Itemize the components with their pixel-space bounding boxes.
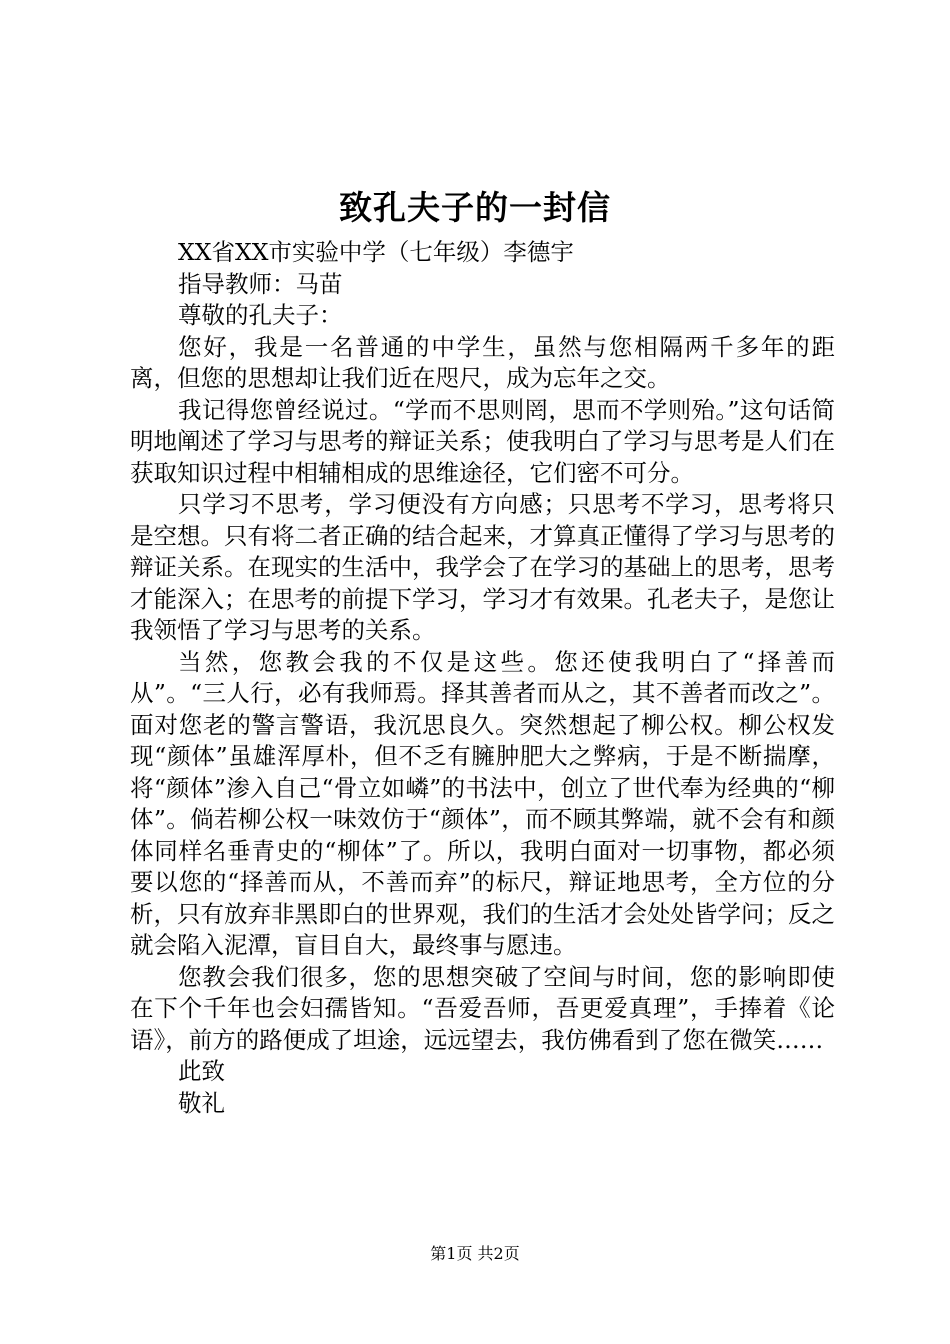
page-title: 致孔夫子的一封信 [339, 188, 611, 227]
page-footer: 第1页 共2页 [430, 1244, 520, 1263]
teacher-line: 指导教师：马苗 [178, 269, 343, 298]
paragraph-3: 只学习不思考，学习便没有方向感；只思考不学习，思考将只是空想。只有将二者正确的结合起来，才算真正懂得了学习与思考的辩证关系。在现实的生活中，我学会了在学习的基础上的思考，思考才能深入；在思考的前提下学习，学习才有效果。孔老夫子，是您让我领悟了学习与思考的关系。 [130, 490, 835, 644]
paragraph-5: 您教会我们很多，您的思想突破了空间与时间，您的影响即使在下个千年也会妇孺皆知。“吾爱吾师，吾更爱真理”，手捧着《论语》，前方的路便成了坦途，远远望去，我仿佛看到了您在微笑…… [130, 962, 835, 1054]
paragraph-1: 您好，我是一名普通的中学生，虽然与您相隔两千多年的距离，但您的思想却让我们近在咫尺，成为忘年之交。 [130, 332, 835, 392]
closing-line-1: 此致 [178, 1057, 225, 1085]
letter-body [130, 237, 835, 1119]
author-line: XX省XX市实验中学（七年级）李德宇 [178, 238, 574, 266]
paragraph-2: 我记得您曾经说过。“学而不思则罔，思而不学则殆。”这句话简明地阐述了学习与思考的辩证关系；使我明白了学习与思考是人们在获取知识过程中相辅相成的思维途径，它们密不可分。 [130, 395, 835, 487]
closing-line-2: 敬礼 [178, 1088, 225, 1117]
paragraph-4: 当然，您教会我的不仅是这些。您还使我明白了“择善而从”。“三人行，必有我师焉。择其善者而从之，其不善者而改之”。面对您老的警言警语，我沉思良久。突然想起了柳公权。柳公权发现“颜体”虽雄浑厚朴，但不乏有臃肿肥大之弊病，于是不断揣摩，将“颜体”渗入自己“骨立如嶙”的书法中，创立了世代奉为经典的“柳体”。倘若柳公权一味效仿于“颜体”，而不顾其弊端，就不会有和颜体同样名垂青史的“柳体”了。所以，我明白面对一切事物，都必须要以您的“择善而从，不善而弃”的标尺，辩证地思考，全方位的分析，只有放弃非黑即白的世界观，我们的生活才会处处皆学问；反之就会陷入泥潭，盲目自大，最终事与愿违。 [130, 647, 835, 959]
salutation: 尊敬的孔夫子： [178, 301, 343, 329]
